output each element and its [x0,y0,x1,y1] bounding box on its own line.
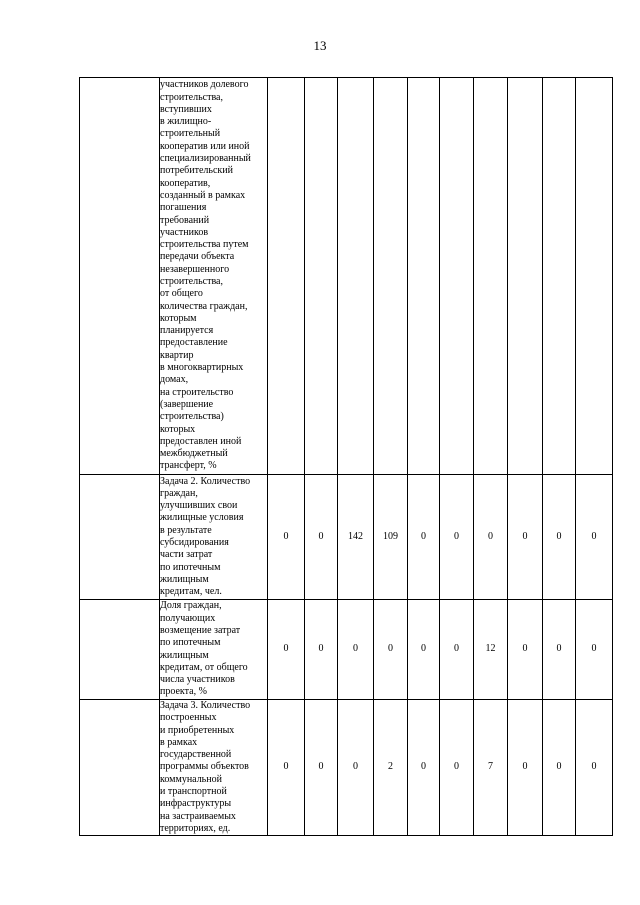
value-cell: 109 [374,475,408,600]
value-cell: 0 [440,600,474,700]
value-cell: 0 [338,600,374,700]
value-cell: 0 [268,475,305,600]
value-cell [374,78,408,475]
value-cell: 0 [576,700,613,836]
value-cell: 12 [474,600,508,700]
value-cell: 0 [408,700,440,836]
value-cell: 0 [576,475,613,600]
table-row [80,475,613,600]
indicator-label: Доля граждан, получающих возмещение затрат по ипотечным жилищным кредитам, от общего числа участников проекта, % [160,600,268,700]
value-cell: 0 [305,700,338,836]
value-cell [305,78,338,475]
indicator-label: участников долевого строительства, вступивших в жилищно- строительный кооператив или иной специализированный потребительский кооператив, созданный в рамках погашения требований участников строительства путем передачи объекта незавершенного строительства, от общего количества граждан, которым планируется предоставление квартир в многоквартирных домах, на строительство (завершение строительства) которых предоставлен иной межбюджетный трансферт, % [160,78,268,475]
value-cell: 0 [508,475,543,600]
indicator-table [79,77,613,836]
value-cell: 0 [543,475,576,600]
value-cell [268,78,305,475]
value-cell [408,78,440,475]
value-cell: 0 [440,700,474,836]
value-cell: 0 [440,475,474,600]
table-row [80,78,613,475]
value-cell: 0 [543,700,576,836]
table-row [80,600,613,700]
value-cell: 0 [338,700,374,836]
value-cell: 0 [374,600,408,700]
value-cell [440,78,474,475]
value-cell: 7 [474,700,508,836]
empty-cell [80,600,160,700]
empty-cell [80,700,160,836]
value-cell [474,78,508,475]
value-cell: 0 [474,475,508,600]
indicator-label: Задача 3. Количество построенных и приобретенных в рамках государственной программы объектов коммунальной и транспортной инфраструктуры на застраиваемых территориях, ед. [160,700,268,836]
value-cell: 0 [305,475,338,600]
value-cell: 0 [268,700,305,836]
value-cell: 0 [408,600,440,700]
value-cell: 0 [305,600,338,700]
value-cell: 0 [576,600,613,700]
table-row [80,700,613,836]
value-cell: 2 [374,700,408,836]
indicator-label: Задача 2. Количество граждан, улучшивших свои жилищные условия в результате субсидирования части затрат по ипотечным жилищным кредитам, чел. [160,475,268,600]
empty-cell [80,475,160,600]
value-cell [543,78,576,475]
empty-cell [80,78,160,475]
value-cell: 0 [268,600,305,700]
value-cell [338,78,374,475]
page-number: 13 [313,38,327,53]
value-cell: 0 [508,700,543,836]
value-cell [508,78,543,475]
value-cell: 0 [543,600,576,700]
value-cell: 142 [338,475,374,600]
value-cell: 0 [408,475,440,600]
value-cell [576,78,613,475]
value-cell: 0 [508,600,543,700]
